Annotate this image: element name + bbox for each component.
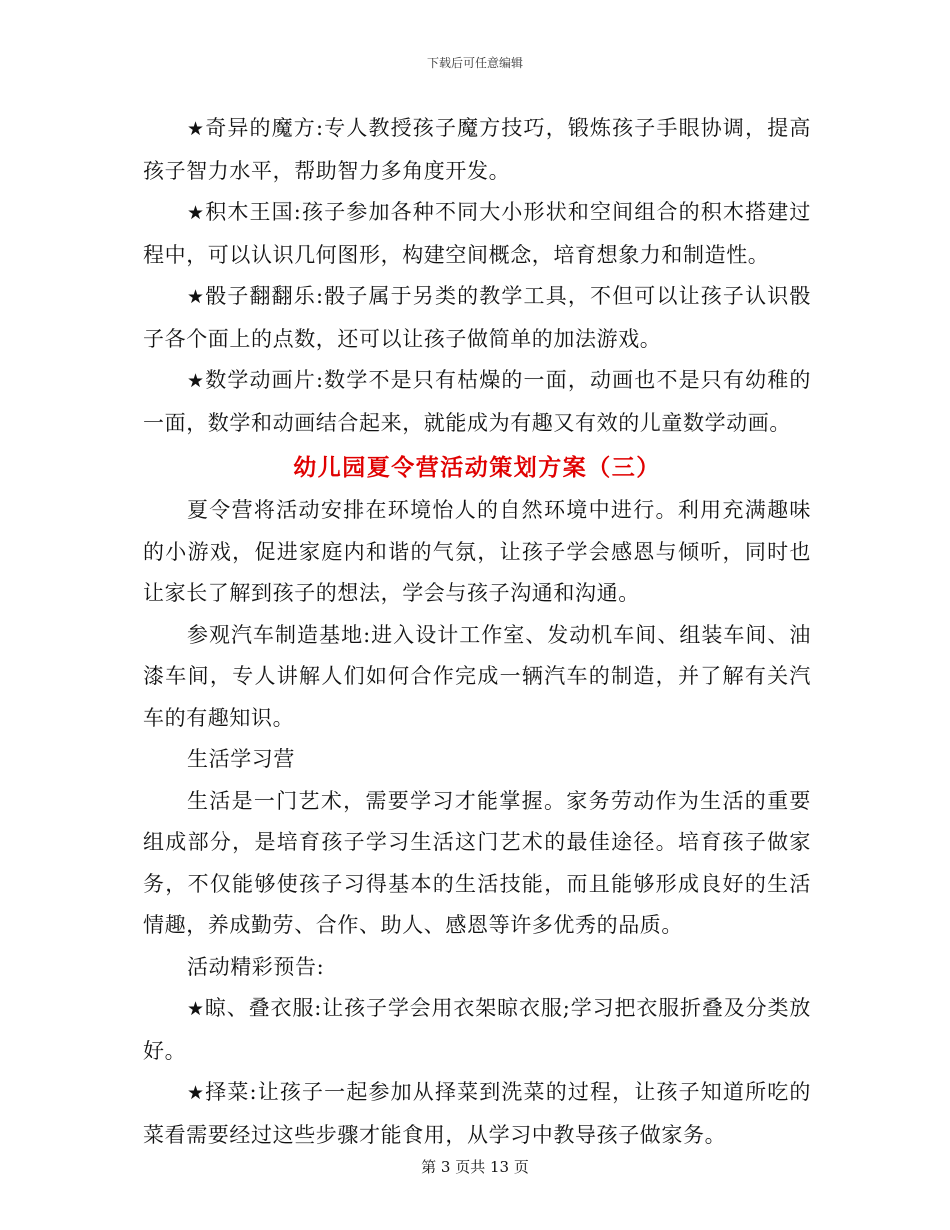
document-body <box>143 108 811 1156</box>
star-icon: ★ <box>187 202 206 224</box>
life-camp-heading: 生活学习营 <box>187 747 295 771</box>
activity-item-laundry <box>143 988 811 1072</box>
intro-item-magic-cube <box>143 108 811 192</box>
section-intro: 夏令营将活动安排在环境怡人的自然环境中进行。利用充满趣味的小游戏，促进家庭内和谐的气氛，让孩子学会感恩与倾听，同时也让家长了解到孩子的想法，学会与孩子沟通和沟通。 <box>143 498 811 605</box>
item-body: 骰子属于另类的教学工具，不但可以让孩子认识骰子各个面上的点数，还可以让孩子做简单的加法游戏。 <box>143 284 811 351</box>
section-title: 幼儿园夏令营活动策划方案（三） <box>293 455 661 481</box>
page-header: 下载后可任意编辑 <box>426 56 523 70</box>
preview-label: 活动精彩预告: <box>187 954 325 979</box>
activity-item-vegetables <box>143 1072 811 1156</box>
item-title: 骰子翻翻乐: <box>205 284 324 308</box>
factory-visit-paragraph: 参观汽车制造基地:进入设计工作室、发动机车间、组装车间、油漆车间，专人讲解人们如何合作完成一辆汽车的制造，并了解有关汽车的有趣知识。 <box>143 622 811 730</box>
item-body: 让孩子学会用衣架晾衣服;学习把衣服折叠及分类放好。 <box>143 996 811 1063</box>
intro-item-math-animation <box>143 360 811 444</box>
item-body: 孩子参加各种不同大小形状和空间组合的积木搭建过程中，可以认识几何图形，构建空间概念，培育想象力和制造性。 <box>143 200 811 267</box>
item-body: 让孩子一起参加从择菜到洗菜的过程，让孩子知道所吃的菜看需要经过这些步骤才能食用，从学习中教导孩子做家务。 <box>143 1080 811 1147</box>
star-icon: ★ <box>187 118 206 140</box>
star-icon: ★ <box>187 1082 206 1104</box>
life-camp-paragraph: 生活是一门艺术，需要学习才能掌握。家务劳动作为生活的重要组成部分，是培育孩子学习生活这门艺术的最佳途径。培育孩子做家务，不仅能够使孩子习得基本的生活技能，而且能够形成良好的生活情趣，养成勤劳、合作、助人、感恩等许多优秀的品质。 <box>143 788 811 937</box>
star-icon: ★ <box>187 998 205 1020</box>
star-icon: ★ <box>187 286 206 308</box>
star-icon: ★ <box>187 370 206 392</box>
item-body: 专人教授孩子魔方技巧，锻炼孩子手眼协调，提高孩子智力水平，帮助智力多角度开发。 <box>143 116 811 183</box>
item-title: 晾、叠衣服: <box>204 996 322 1020</box>
item-title: 奇异的魔方: <box>205 116 324 140</box>
item-title: 择菜: <box>205 1080 258 1104</box>
page-footer: 第 3 页共 13 页 <box>421 1158 529 1176</box>
intro-item-blocks <box>143 192 811 276</box>
intro-item-dice <box>143 276 811 360</box>
item-title: 积木王国: <box>205 200 302 224</box>
item-body: 数学不是只有枯燥的一面，动画也不是只有幼稚的一面，数学和动画结合起来，就能成为有趣又有效的儿童数学动画。 <box>143 368 811 435</box>
item-title: 数学动画片: <box>205 368 324 392</box>
